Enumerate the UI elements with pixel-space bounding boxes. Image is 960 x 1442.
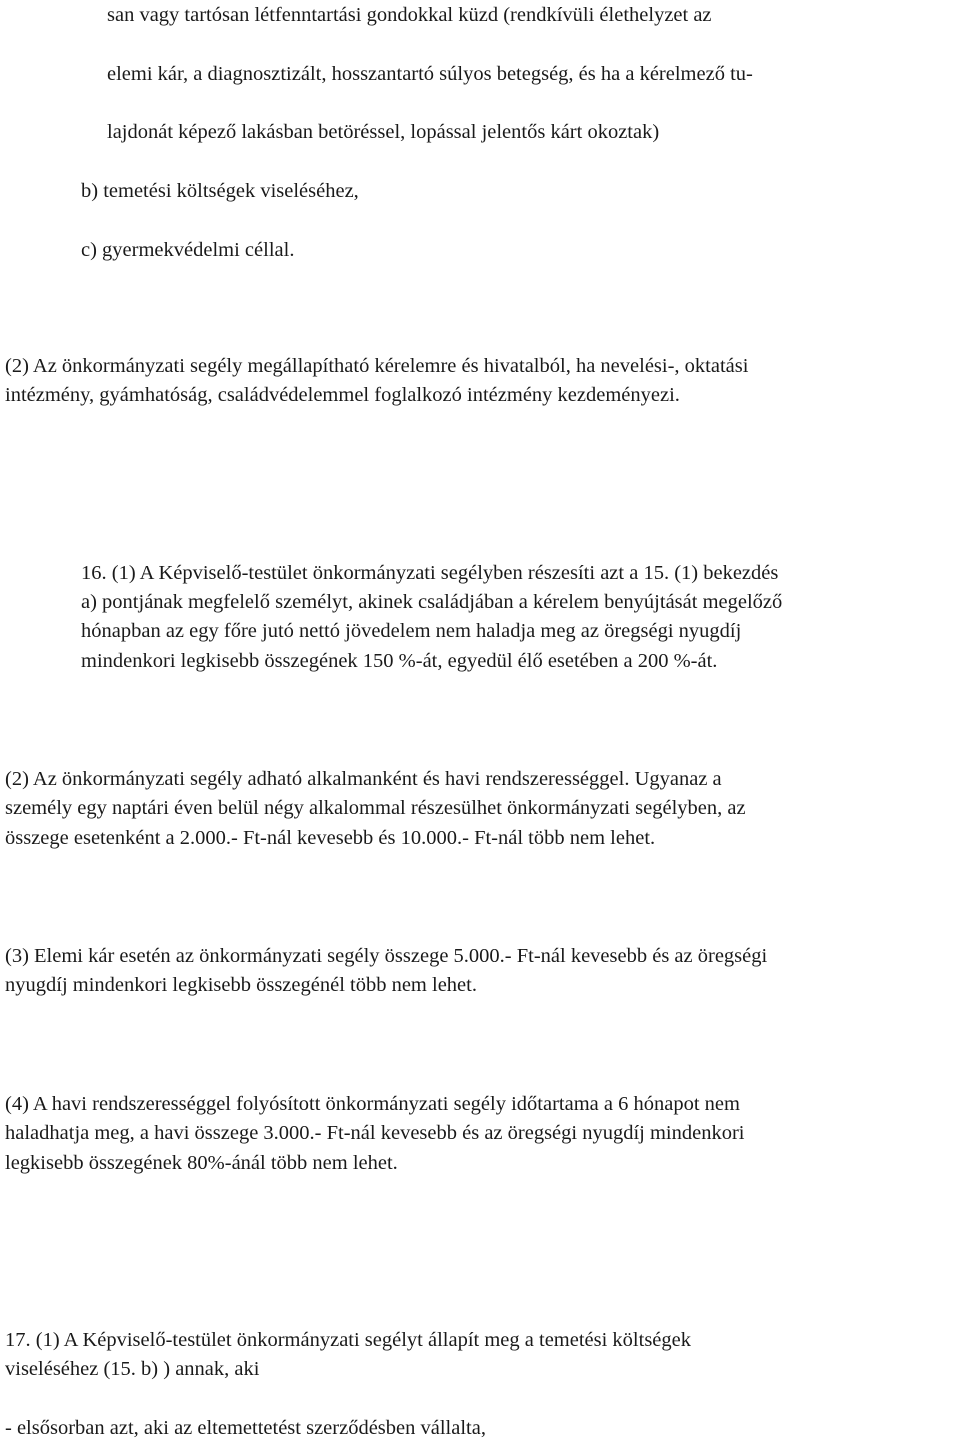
list-item: b) temetési költségek viseléséhez, <box>81 180 359 202</box>
text-line: (3) Elemi kár esetén az önkormányzati segély összege 5.000.- Ft-nál kevesebb és az öregségi <box>5 945 768 967</box>
text-line: (2) Az önkormányzati segély adható alkalmanként és havi rendszerességgel. Ugyanaz a <box>5 768 722 790</box>
text-line: nyugdíj mindenkori legkisebb összegénél több nem lehet. <box>5 974 477 997</box>
text-line: intézmény, gyámhatóság, családvédelemmel foglalkozó intézmény kezdeményezi. <box>5 384 680 407</box>
paragraph-15-2 <box>5 352 955 411</box>
paragraph-16-3 <box>5 942 955 1001</box>
text-line: haladhatja meg, a havi összege 3.000.- Ft-nál kevesebb és az öregségi nyugdíj mindenkori <box>5 1122 745 1145</box>
text-line: (4) A havi rendszerességgel folyósított önkormányzati segély időtartama a 6 hónapot nem <box>5 1093 740 1115</box>
text-line: (2) Az önkormányzati segély megállapítható kérelemre és hivatalból, ha nevelési-, oktatási <box>5 355 749 377</box>
list-item: - elsősorban azt, aki az eltemettetést szerződésben vállalta, <box>5 1417 486 1439</box>
text-line: legkisebb összegének 80%-ánál több nem lehet. <box>5 1151 398 1174</box>
text-line: a) pontjának megfelelő személyt, akinek családjában a kérelem benyújtását megelőző <box>81 591 783 613</box>
text-line: hónapban az egy főre jutó nettó jövedelem nem haladja meg az öregségi nyugdíj <box>81 620 742 643</box>
text-line: személy egy naptári éven belül négy alkalommal részesülhet önkormányzati segélyben, az <box>5 797 746 820</box>
text-line: viseléséhez (15. b) ) annak, aki <box>5 1358 260 1381</box>
paragraph-17-1 <box>5 1326 955 1385</box>
section-16-first-line: 16. (1) A Képviselő-testület önkormányzati segélyben részesíti azt a 15. (1) bekezdés <box>81 562 779 584</box>
list-item: c) gyermekvédelmi céllal. <box>81 239 295 261</box>
paragraph-16-1 <box>81 588 956 676</box>
text-line: elemi kár, a diagnosztizált, hosszantartó súlyos betegség, és ha a kérelmező tu- <box>107 63 753 85</box>
text-line: 17. (1) A Képviselő-testület önkormányzati segélyt állapít meg a temetési költségek <box>5 1329 691 1351</box>
text-line: mindenkori legkisebb összegének 150 %-át, egyedül élő esetében a 200 %-át. <box>81 649 718 672</box>
text-line: összege esetenként a 2.000.- Ft-nál kevesebb és 10.000.- Ft-nál több nem lehet. <box>5 826 656 849</box>
text-line: san vagy tartósan létfenntartási gondokkal küzd (rendkívüli élethelyzet az <box>107 4 712 26</box>
paragraph-16-4 <box>5 1090 955 1178</box>
section-16-heading-line <box>5 559 779 588</box>
paragraph-16-2 <box>5 765 955 853</box>
text-line: lajdonát képező lakásban betöréssel, lopással jelentős kárt okoztak) <box>107 121 660 143</box>
